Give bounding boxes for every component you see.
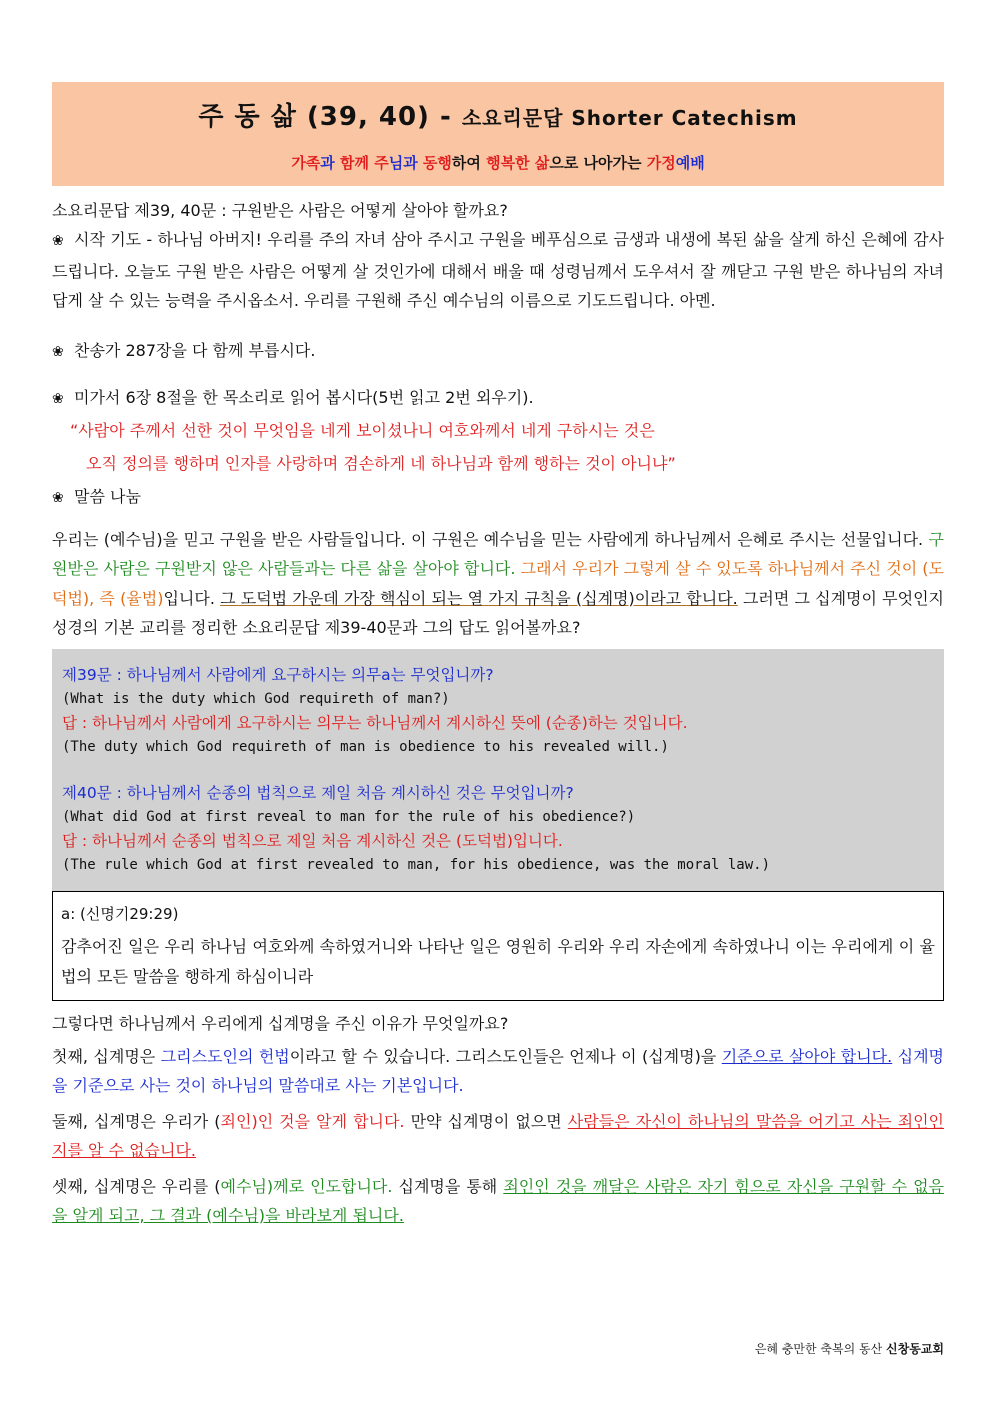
q39-korean: 제39문 : 하나님께서 사람에게 요구하시는 의무a는 무엇입니까? (62, 665, 494, 684)
intro-text-1: 우리는 (예수님)을 믿고 구원을 받은 사람들입니다. 이 구원은 예수님을 믿는 사람에게 하나님께서 은혜로 주시는 선물입니다. (52, 529, 929, 549)
tagline-segment: 가정 (646, 154, 676, 172)
reason-2-e: 사람들은 자신이 하나님의 말씀을 어기고 사는 죄인인지를 알 수 없습니다. (52, 1111, 944, 1160)
reason-1 (52, 1042, 944, 1101)
reason-3-e: 죄인인 것을 깨달은 사람은 자기 힘으로 자신을 구원할 수 없음을 알게 되고, 그 결과 (예수님)을 바라보게 됩니다. (52, 1176, 944, 1225)
tagline-segment: 행 (437, 154, 452, 172)
footnote-box (52, 891, 944, 1001)
reason-2-b: 죄인 (220, 1111, 252, 1131)
flower-icon: ❀ (52, 390, 64, 407)
reason-2 (52, 1107, 944, 1166)
q40-korean: 제40문 : 하나님께서 순종의 법칙으로 제일 처음 계시하신 것은 무엇입니까? (62, 783, 574, 802)
catechism-box (52, 649, 944, 891)
a39-english: (The duty which God requireth of man is obedience to his revealed will.) (62, 738, 669, 755)
reason-3-a: 셋째, 십계명은 우리를 ( (52, 1176, 221, 1196)
reason-3 (52, 1172, 944, 1231)
reading-label: 미가서 6장 8절을 한 목소리로 읽어 봅시다 (74, 387, 373, 407)
flower-icon: ❀ (52, 489, 64, 506)
reason-3-c: )께로 인도합니다. (266, 1176, 393, 1196)
reason-1-e: 십계명을 기준으로 사는 것이 하나님의 말씀대로 사는 기본입니다. (52, 1046, 944, 1095)
header-banner (52, 82, 944, 186)
title-sub: 소요리문답 Shorter Catechism (461, 106, 798, 130)
q40-english: (What did God at first reveal to man for the rule of his obedience?) (62, 808, 636, 825)
reason-2-c: )인 것을 알게 합니다. (251, 1111, 405, 1131)
reason-2-a: 둘째, 십계명은 우리가 ( (52, 1111, 221, 1131)
tagline-segment: 하여 (451, 154, 487, 172)
footer (755, 1340, 944, 1357)
opening-prayer-text: - 하나님 아버지! 우리를 주의 자녀 삼아 주시고 구원을 베푸심으로 금생과 내생에 복된 삶을 살게 하신 은혜에 감사드립니다. 오늘도 구원 받은 사람은 어떻게 살 것인가에 대해서 배울 때 성령님께서 도우셔서 잘 깨닫고 구원 받은 하나님의 자녀답게 살 수 있는 능력을 주시옵소서. 우리를 구원해 주신 예수님의 이름으로 기도드립니다. 아멘. (52, 230, 944, 310)
opening-prayer-label: 시작 기도 (74, 230, 142, 249)
verse-line-2: 오직 정의를 행하며 인자를 사랑하며 겸손하게 네 하나님과 함께 행하는 것이 아니냐” (86, 453, 676, 473)
footer-text: 은혜 충만한 축복의 동산 (754, 1342, 887, 1356)
footnote-ref: a: (신명기29:29) (61, 904, 179, 923)
sharing (52, 482, 944, 513)
title-main: 주 동 삶 (39, 40) - (198, 102, 462, 132)
intro-text-3: 그래서 우리가 그렇게 살 수 있도록 하나님께서 주신 것이 (도덕법), 즉 (율법) (52, 559, 944, 608)
intro-paragraph (52, 525, 944, 643)
reading-note: (5번 읽고 2번 외우기). (372, 387, 534, 407)
tagline-segment: 삶 (534, 154, 550, 172)
tagline-segment: 행복한 (486, 154, 535, 172)
tagline-segment: 함께 (340, 154, 375, 172)
verse-line-1: “사람아 주께서 선한 것이 무엇임을 네게 보이셨나니 여호와께서 네게 구하시는 것은 (70, 420, 655, 440)
footer-church: 신창동교회 (886, 1342, 944, 1356)
reason-1-a: 첫째, 십계명은 (52, 1046, 161, 1066)
question-title: 소요리문답 제39, 40문 : 구원받은 사람은 어떻게 살아야 할까요? (52, 201, 508, 220)
tagline-segment: 동 (422, 154, 438, 172)
opening-prayer (52, 225, 944, 316)
worship-sheet (52, 82, 944, 1231)
reason-2-d: 만약 십계명이 없으면 (404, 1111, 568, 1131)
sharing-label: 말씀 나눔 (74, 486, 141, 506)
hymn-text: 찬송가 287장을 다 함께 부릅시다. (74, 340, 316, 360)
a40-korean: 답 : 하나님께서 순종의 법칙으로 제일 처음 계시하신 것은 (도덕법)입니다. (62, 831, 563, 850)
reason-3-b: 예수님 (220, 1176, 267, 1196)
tagline-segment: 예배 (675, 154, 705, 172)
a39-korean: 답 : 하나님께서 사람에게 요구하시는 의무는 하나님께서 계시하신 뜻에 (순종)하는 것입니다. (62, 713, 688, 732)
footnote-text: 감추어진 일은 우리 하나님 여호와께 속하였거니와 나타난 일은 영원히 우리와 우리 자손에게 속하였나니 이는 우리에게 이 율법의 모든 말씀을 행하게 하심이니라 (61, 936, 935, 986)
intro-text-6: 그러면 그 십계명이 무엇인지 성경의 기본 교리를 정리한 소요리문답 제39-40문과 그의 답도 읽어볼까요? (52, 588, 944, 637)
reason-1-d: 기준으로 살아야 합니다. (721, 1046, 893, 1066)
reading (52, 383, 944, 414)
page-title (52, 96, 944, 133)
a40-english: (The rule which God at first revealed to man, for his obedience, was the moral law.) (62, 856, 771, 873)
intro-text-4: 입니다. (163, 588, 221, 608)
tagline-segment: 주 (374, 154, 389, 172)
q39-english: (What is the duty which God requireth of man?) (62, 690, 450, 707)
flower-icon: ❀ (52, 233, 64, 249)
flower-icon: ❀ (52, 343, 64, 360)
hymn (52, 336, 944, 367)
tagline-segment: 과 (320, 154, 341, 172)
reason-1-b: 그리스도인의 헌법 (160, 1046, 290, 1066)
why-question: 그렇다면 하나님께서 우리에게 십계명을 주신 이유가 무엇일까요? (52, 1013, 509, 1033)
reason-3-d: 십계명을 통해 (392, 1176, 504, 1196)
tagline-segment: 가족 (291, 154, 321, 172)
intro-text-5: 그 도덕법 가운데 가장 핵심이 되는 열 가지 규칙을 (십계명)이라고 합니다. (220, 588, 738, 608)
tagline (52, 152, 944, 173)
tagline-segment: 으로 나아가는 (549, 154, 647, 172)
reason-1-c: 이라고 할 수 있습니다. 그리스도인들은 언제나 이 (십계명)을 (289, 1046, 722, 1066)
tagline-segment: 님과 (388, 154, 423, 172)
intro-text-2: 구원받은 사람은 구원받지 않은 사람들과는 다른 삶을 살아야 합니다. (52, 529, 944, 578)
